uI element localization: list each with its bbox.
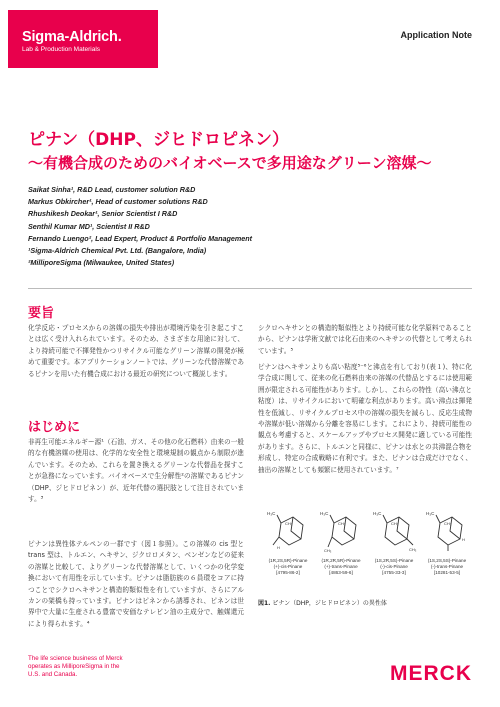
- svg-text:H₃C: H₃C: [267, 511, 276, 516]
- molecule-structure: [316, 505, 366, 553]
- svg-text:H₃C: H₃C: [426, 511, 435, 516]
- affiliation-line: ¹Sigma-Aldrich Chemical Pvt. Ltd. (Bangalore, India): [28, 246, 207, 256]
- svg-text:CH₃: CH₃: [285, 521, 293, 526]
- author-line: Saikat Sinha¹, R&D Lead, customer solution R&D: [28, 185, 196, 194]
- intro-heading: はじめに: [28, 420, 81, 435]
- brand-name: Sigma-Aldrich.: [22, 29, 122, 45]
- affiliation-line: ²MilliporeSigma (Milwaukee, United States): [28, 258, 175, 268]
- body-paragraph-2: ピナンはヘキサンよりも高い粘度⁵⁻⁶と沸点を有しており(表１)、特に化学合成に関して、従来の化石燃料由来の溶媒の代替品とするには使用範囲が限定される可能性があります。しかし、これらの特性（高い沸点と粘度）は、リサイクルにおいて明確な利点があります。高い沸点は揮発性を低減し、リサイクルプロセス中の溶媒の損失を減らし、反応生成物や溶媒が低い溶媒から分離を容易にします。これにより、持続可能性の観点も考慮すると、スケールアップやプロセス開発に適している可能性があります。さらに、トルエンと同様に、ピナンは水との共沸混合物を形成し、特定の合成戦略に有利です。また、ピナンは合成だけでなく、抽出の溶媒としても頻繁に使用されています。⁷: [258, 363, 472, 474]
- figure-caption-label: 図1.: [258, 600, 271, 607]
- section-divider: [28, 288, 472, 289]
- svg-text:H₃C: H₃C: [320, 511, 329, 516]
- author-line: Rhushikesh Deokar¹, Senior Scientist I R&D: [28, 209, 178, 219]
- molecule-caption: (1R,2S,5R)-Pinane (+)-cis-Pinane [4795-86-2]: [268, 558, 308, 576]
- body-paragraph-1: シクロヘキサンとの構造的類似性とより持続可能な化学原料であることから、ピナンは学術文献では化石由来のヘキサンの代替として考えられています。⁵: [258, 324, 472, 355]
- author-list: [28, 184, 252, 269]
- page-subtitle: 〜有機合成のためのバイオベースで多用途なグリーン溶媒〜: [28, 154, 432, 172]
- header: [0, 0, 500, 68]
- svg-text:CH₃: CH₃: [338, 521, 346, 526]
- author-line: Markus Obkircher¹, Head of customer solutions R&D: [28, 197, 208, 207]
- merck-logo: MERCK: [390, 662, 472, 685]
- page-title: ピナン（DHP、ジヒドロピネン）: [28, 130, 289, 150]
- document-type: Application Note: [400, 30, 472, 40]
- author-line: Fernando Luengo², Lead Expert, Product & Portfolio Management: [28, 233, 253, 243]
- svg-text:CH₃: CH₃: [444, 521, 452, 526]
- author-line: Senthil Kumar MD¹, Scientist II R&D: [28, 221, 150, 231]
- svg-text:CH₃: CH₃: [324, 548, 332, 553]
- brand-subtitle: Lab & Production Materials: [22, 46, 101, 53]
- molecule-caption: (1S,2S,5S)-Pinane (-)-trans-Pinane [10281-53-5]: [427, 558, 467, 576]
- footer-note: The life science business of Merck operates as MilliporeSigma in the U.S. and Canada.: [28, 655, 123, 678]
- pinane-isomer-figure: [258, 505, 478, 585]
- svg-text:H₃C: H₃C: [373, 511, 382, 516]
- molecule-caption: (1S,2R,5S)-Pinane (-)-cis-Pinane [4755-33-3]: [374, 558, 414, 576]
- svg-text:H: H: [277, 545, 280, 550]
- svg-text:H: H: [462, 537, 465, 542]
- abstract-heading: 要旨: [28, 306, 55, 321]
- figure-caption: [258, 598, 387, 607]
- molecule-structure: [263, 505, 313, 553]
- svg-text:CH₃: CH₃: [391, 521, 399, 526]
- abstract-text: 化学反応・プロセスからの溶媒の損失や排出が環境汚染を引き起こすことは広く受け入れられています。そのため、さまざまな用途に対して、より持続可能で不揮発性かつリサイクル可能なグリーン溶媒の開発が極めて重要です。本アプリケーションノートでは、グリーンな代替溶媒であるピナンを用いた有機合成における最近の研究について概説します。: [28, 324, 244, 378]
- molecule-structure: [422, 505, 472, 553]
- molecule-structure: [369, 505, 419, 553]
- intro-paragraph-1: 非再生可能エネルギー源¹（石油、ガス、その他の化石燃料）由来の一般的な有機溶媒の使用は、化学的な安全性と環境規制の観点から制限が進んでいます。そのため、これらを置き換えるグリーンな代替品を探すことが急務になっています。バイオベースで生分解性²の溶媒であるピナン（DHP、ジヒドロピネン）が、近年代替の選択肢として注目されています。³: [28, 438, 244, 504]
- figure-caption-text: ピナン（DHP，ジヒドロピネン）の異性体: [270, 600, 387, 607]
- intro-paragraph-2: ピナンは異性体テルペンの一群です（図１参照）。この溶媒の cis 型と trans 型は、トルエン、ヘキサン、ジクロロメタン、ベンゼンなどの従来の溶媒と比較して、よりグリーンな代替溶媒として、いくつかの化学変換において有用性を示しています。ピナンは脂肪族の６員環をコアに持つことでシクロヘキサンと構造的類似性を有していますが、さらにアルカンの架橋も持っています。ピナンはピネンから誘導され、ピネンは世界中で大量に生産される豊富で安価なテレビン油の主成分で、触媒還元により得られます。⁴: [28, 540, 244, 628]
- molecule-caption: (1R,2R,5R)-Pinane (+)-trans-Pinane [4863-59-6]: [321, 558, 361, 576]
- svg-text:CH₃: CH₃: [409, 547, 417, 552]
